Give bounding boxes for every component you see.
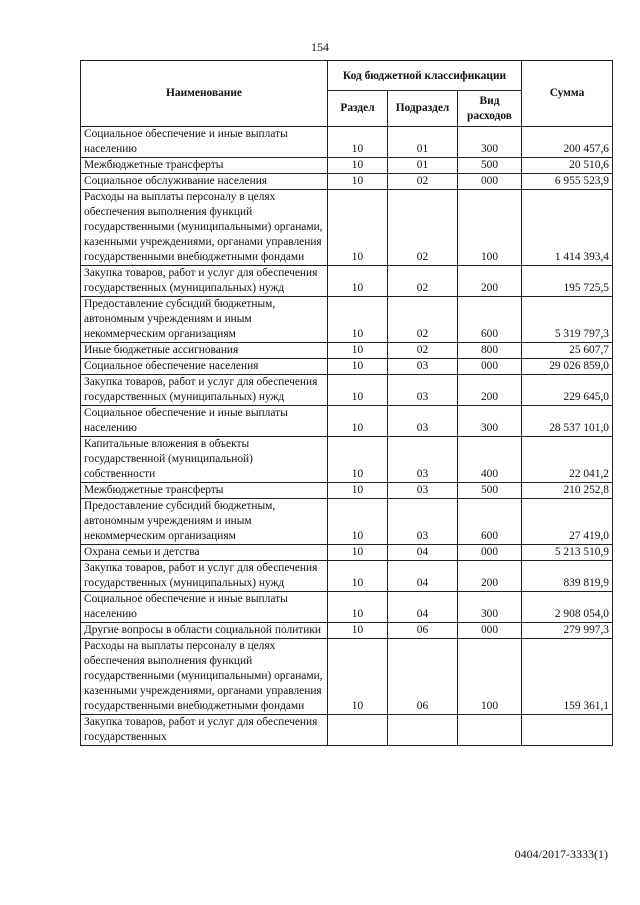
row-amount: 20 510,6 [522, 158, 613, 174]
row-expense-type: 100 [458, 190, 522, 266]
row-section: 10 [328, 343, 388, 359]
row-amount: 839 819,9 [522, 561, 613, 592]
table-row [81, 158, 613, 174]
table-row [81, 406, 613, 437]
row-expense-type: 600 [458, 499, 522, 545]
row-name: Социальное обеспечение и иные выплаты населению [81, 127, 328, 158]
row-amount: 1 414 393,4 [522, 190, 613, 266]
row-expense-type: 800 [458, 343, 522, 359]
row-name: Закупка товаров, работ и услуг для обеспечения государственных (муниципальных) нужд [81, 266, 328, 297]
row-subsection: 02 [388, 297, 458, 343]
row-name: Предоставление субсидий бюджетным, автономным учреждениям и иным некоммерческим организациям [81, 499, 328, 545]
row-name: Расходы на выплаты персоналу в целях обеспечения выполнения функций государственными (муниципальными) органами, казенными учреждениями, органами управления государственными внебюджетными фондами [81, 639, 328, 715]
row-subsection: 02 [388, 266, 458, 297]
row-section: 10 [328, 545, 388, 561]
row-subsection: 06 [388, 623, 458, 639]
row-amount: 200 457,6 [522, 127, 613, 158]
row-expense-type: 200 [458, 375, 522, 406]
row-expense-type: 000 [458, 359, 522, 375]
row-name: Межбюджетные трансферты [81, 483, 328, 499]
table-row [81, 437, 613, 483]
row-name: Межбюджетные трансферты [81, 158, 328, 174]
row-subsection: 03 [388, 375, 458, 406]
row-expense-type: 400 [458, 437, 522, 483]
row-expense-type: 200 [458, 266, 522, 297]
header-section: Раздел [328, 91, 388, 127]
row-expense-type: 000 [458, 545, 522, 561]
row-name: Закупка товаров, работ и услуг для обеспечения государственных (муниципальных) нужд [81, 375, 328, 406]
row-subsection: 03 [388, 499, 458, 545]
row-name: Социальное обеспечение населения [81, 359, 328, 375]
row-section: 10 [328, 375, 388, 406]
row-name: Предоставление субсидий бюджетным, автономным учреждениям и иным некоммерческим организациям [81, 297, 328, 343]
row-amount: 5 319 797,3 [522, 297, 613, 343]
row-expense-type [458, 715, 522, 746]
row-section: 10 [328, 266, 388, 297]
row-name: Социальное обеспечение и иные выплаты населению [81, 406, 328, 437]
row-subsection: 06 [388, 639, 458, 715]
row-subsection: 02 [388, 174, 458, 190]
header-name: Наименование [81, 61, 328, 127]
row-section: 10 [328, 174, 388, 190]
budget-table [80, 60, 613, 746]
table-row [81, 545, 613, 561]
row-subsection: 04 [388, 592, 458, 623]
row-section: 10 [328, 190, 388, 266]
row-section: 10 [328, 483, 388, 499]
row-expense-type: 500 [458, 483, 522, 499]
row-subsection: 04 [388, 561, 458, 592]
row-subsection: 04 [388, 545, 458, 561]
table-row [81, 623, 613, 639]
row-amount: 195 725,5 [522, 266, 613, 297]
row-section: 10 [328, 359, 388, 375]
row-expense-type: 100 [458, 639, 522, 715]
row-amount: 22 041,2 [522, 437, 613, 483]
table-row [81, 483, 613, 499]
table-row [81, 375, 613, 406]
row-name: Иные бюджетные ассигнования [81, 343, 328, 359]
row-section: 10 [328, 406, 388, 437]
row-expense-type: 300 [458, 127, 522, 158]
row-expense-type: 000 [458, 174, 522, 190]
table-row [81, 359, 613, 375]
row-name: Социальное обслуживание населения [81, 174, 328, 190]
row-subsection: 03 [388, 406, 458, 437]
header-amount: Сумма [522, 61, 613, 127]
row-subsection: 03 [388, 359, 458, 375]
row-expense-type: 300 [458, 406, 522, 437]
row-amount: 5 213 510,9 [522, 545, 613, 561]
row-amount: 229 645,0 [522, 375, 613, 406]
table-row [81, 127, 613, 158]
header-expense-type: Вид расходов [458, 91, 522, 127]
row-amount: 210 252,8 [522, 483, 613, 499]
table-row [81, 592, 613, 623]
row-expense-type: 000 [458, 623, 522, 639]
row-subsection: 02 [388, 190, 458, 266]
table-row [81, 174, 613, 190]
row-amount: 279 997,3 [522, 623, 613, 639]
row-section: 10 [328, 437, 388, 483]
row-section: 10 [328, 158, 388, 174]
table-row [81, 561, 613, 592]
header-subsection: Подраздел [388, 91, 458, 127]
row-amount: 25 607,7 [522, 343, 613, 359]
row-name: Расходы на выплаты персоналу в целях обеспечения выполнения функций государственными (муниципальными) органами, казенными учреждениями, органами управления государственными внебюджетными фондами [81, 190, 328, 266]
row-expense-type: 300 [458, 592, 522, 623]
row-expense-type: 500 [458, 158, 522, 174]
row-name: Социальное обеспечение и иные выплаты населению [81, 592, 328, 623]
page-number: 154 [311, 40, 329, 54]
header-code-group: Код бюджетной классификации [328, 61, 522, 91]
row-section: 10 [328, 561, 388, 592]
row-subsection: 01 [388, 158, 458, 174]
row-subsection: 03 [388, 483, 458, 499]
row-amount: 28 537 101,0 [522, 406, 613, 437]
row-section: 10 [328, 592, 388, 623]
row-amount: 159 361,1 [522, 639, 613, 715]
row-expense-type: 200 [458, 561, 522, 592]
row-subsection: 01 [388, 127, 458, 158]
row-section: 10 [328, 297, 388, 343]
row-subsection [388, 715, 458, 746]
row-section [328, 715, 388, 746]
row-amount: 6 955 523,9 [522, 174, 613, 190]
row-name: Охрана семьи и детства [81, 545, 328, 561]
table-body [81, 127, 613, 746]
row-name: Закупка товаров, работ и услуг для обеспечения государственных (муниципальных) нужд [81, 561, 328, 592]
table-row [81, 715, 613, 746]
table-row [81, 343, 613, 359]
table-row [81, 297, 613, 343]
row-section: 10 [328, 639, 388, 715]
row-name: Другие вопросы в области социальной политики [81, 623, 328, 639]
table-row [81, 499, 613, 545]
row-name: Закупка товаров, работ и услуг для обеспечения государственных [81, 715, 328, 746]
row-amount [522, 715, 613, 746]
table-row [81, 639, 613, 715]
row-subsection: 03 [388, 437, 458, 483]
row-amount: 27 419,0 [522, 499, 613, 545]
row-subsection: 02 [388, 343, 458, 359]
table-row [81, 266, 613, 297]
document-code: 0404/2017-3333(1) [514, 847, 608, 861]
row-section: 10 [328, 623, 388, 639]
row-name: Капитальные вложения в объекты государственной (муниципальной) собственности [81, 437, 328, 483]
row-expense-type: 600 [458, 297, 522, 343]
table-row [81, 190, 613, 266]
row-section: 10 [328, 127, 388, 158]
table-header [81, 61, 613, 127]
row-section: 10 [328, 499, 388, 545]
row-amount: 2 908 054,0 [522, 592, 613, 623]
row-amount: 29 026 859,0 [522, 359, 613, 375]
